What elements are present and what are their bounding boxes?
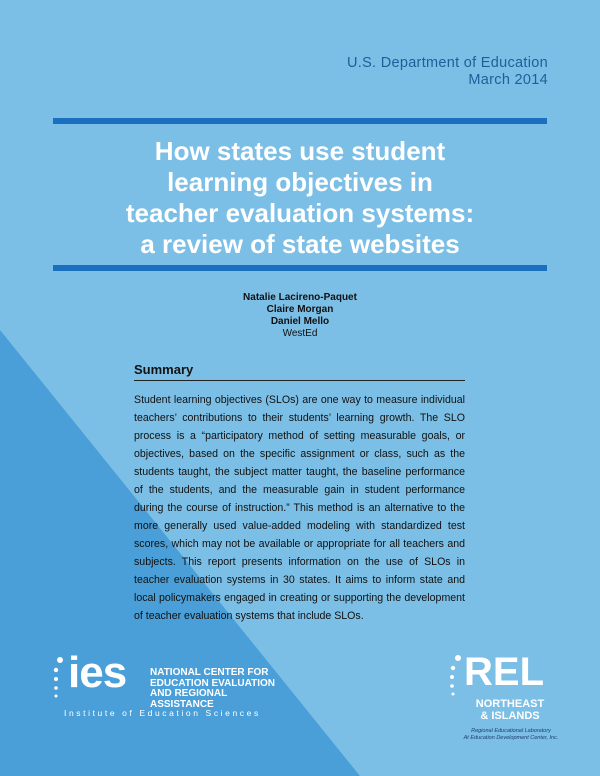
rel-logo [446, 652, 576, 752]
author-list [0, 292, 600, 340]
rel-affiliation-line: Regional Educational Laboratory [471, 728, 551, 734]
department-name: U.S. Department of Education [346, 55, 548, 71]
ies-wordmark: ies [68, 648, 127, 697]
summary-section [134, 362, 465, 625]
top-rule [53, 118, 547, 124]
rel-region [470, 698, 550, 722]
author-name: Daniel Mello [270, 316, 330, 327]
report-title [53, 136, 547, 260]
title-line: teacher evaluation systems: [125, 198, 475, 228]
ies-logo [52, 648, 292, 724]
title-line: How states use student [154, 136, 446, 166]
header-block [347, 55, 548, 89]
ies-subtitle: Institute of Education Sciences [64, 708, 261, 718]
ies-line: EDUCATION EVALUATION [150, 677, 275, 689]
title-line: a review of state websites [140, 229, 460, 259]
rel-region-line: NORTHEAST [475, 698, 545, 710]
author-name: Claire Morgan [266, 304, 334, 315]
title-line: learning objectives in [167, 167, 433, 197]
ies-center-name [150, 668, 292, 710]
author-name: Natalie Lacireno-Paquet [243, 292, 357, 303]
rel-region-line: & ISLANDS [480, 710, 540, 722]
summary-heading: Summary [134, 362, 465, 381]
publication-date: March 2014 [468, 72, 548, 88]
ies-dots-icon [52, 656, 68, 704]
rel-affiliation-line: At Education Development Center, Inc. [463, 735, 559, 741]
rel-wordmark: REL [464, 650, 544, 694]
ies-line: AND REGIONAL ASSISTANCE [150, 688, 228, 710]
bottom-rule [53, 265, 547, 271]
rel-dots-icon [446, 654, 464, 702]
summary-body: Student learning objectives (SLOs) are one way to measure individual teachers’ contributions to their students’ learning growth. The SLO process is a “participatory method of setting measurable goals, or objectives, based on the specific assignment or class, such as the students taught, the subject matter taught, the baseline performance of the students, and the measurable gain in student performance during the course of instruction.” This method is an alternative to the more generally used value-added modeling with standardized test scores, which may not be available or appropriate for all teachers and subjects. This report presents information on the use of SLOs in teacher evaluation systems in 30 states. It aims to inform state and local policymakers engaged in creating or supporting the development of teacher evaluation systems that include SLOs. [134, 394, 465, 622]
author-organization: WestEd [282, 328, 318, 339]
rel-affiliation [446, 728, 576, 742]
ies-line: NATIONAL CENTER FOR [150, 667, 269, 678]
